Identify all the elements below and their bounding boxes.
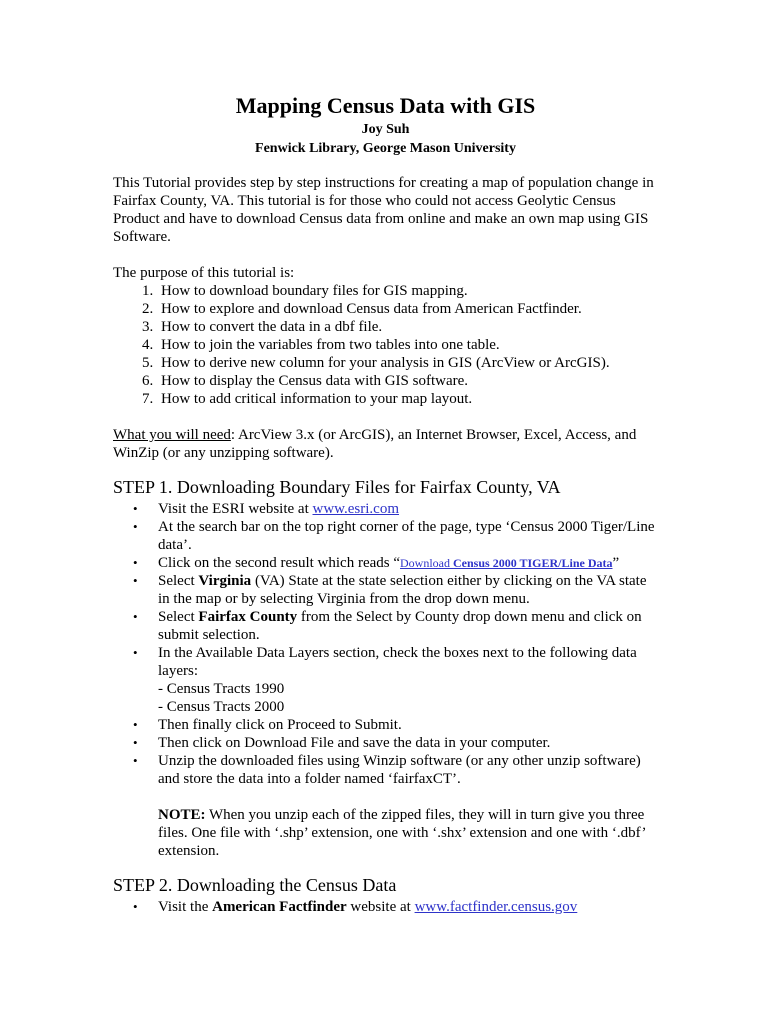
requirements-paragraph (113, 426, 658, 462)
purpose-item: 5. How to derive new column for your analysis in GIS (ArcView or ArcGIS). (157, 354, 658, 372)
requirements-text: : ArcView 3.x (or ArcGIS), an Internet Browser, Excel, Access, and WinZip (or any unzipping software). (113, 427, 637, 461)
bullet-icon: • (133, 717, 138, 732)
step2-list (113, 898, 658, 916)
bullet-icon: • (133, 573, 138, 588)
tiger-download-link[interactable] (400, 556, 612, 570)
step1-item-county (133, 608, 658, 644)
step1-item-search (133, 518, 658, 554)
purpose-item: 7. How to add critical information to your map layout. (157, 390, 658, 408)
search-instruction: At the search bar on the top right corner of the page, type ‘Census 2000 Tiger/Line data’. (158, 519, 655, 553)
step1-item-click (133, 554, 658, 572)
download-link-plain: Download (400, 556, 454, 570)
state-instruction: (VA) State at the state selection either by clicking on the VA state in the map or by selecting Virginia from the drop down menu. (158, 573, 647, 607)
purpose-list (113, 282, 658, 408)
note-paragraph (158, 806, 658, 860)
layer-item: - Census Tracts 1990 (158, 681, 285, 697)
layer-item: - Census Tracts 2000 (158, 699, 285, 715)
click-prefix: Click on the second result which reads “ (158, 555, 401, 571)
download-link-bold: Census 2000 TIGER/Line Data (453, 556, 613, 570)
download-instruction: Then click on Download File and save the data in your computer. (158, 735, 551, 751)
bullet-icon: • (133, 609, 138, 624)
click-suffix: ” (612, 555, 620, 571)
purpose-heading: The purpose of this tutorial is: (113, 265, 295, 281)
step1-item-state (133, 572, 658, 608)
purpose-item: 1. How to download boundary files for GIS mapping. (157, 282, 658, 300)
step1-item-layers (133, 644, 658, 716)
visit-prefix: Visit the (158, 899, 213, 915)
visit-prefix: Visit the ESRI website at (158, 501, 313, 517)
select-prefix: Select (158, 609, 199, 625)
note-text: When you unzip each of the zipped files, they will in turn give you three files. One file with ‘.shp’ extension, one with ‘.shx’ extension and one with ‘.dbf’ extension. (158, 807, 646, 859)
step2-heading: STEP 2. Downloading the Census Data (113, 875, 397, 895)
unzip-instruction: Unzip the downloaded files using Winzip software (or any other unzip software) and store the data into a folder named ‘fairfaxCT’. (158, 753, 641, 787)
visit-mid: website at (346, 899, 415, 915)
intro-paragraph: This Tutorial provides step by step instructions for creating a map of population change in Fairfax County, VA. This tutorial is for those who could not access Geolytic Census Product and have to download Census data from online and make an own map using GIS Software. (113, 175, 654, 245)
proceed-instruction: Then finally click on Proceed to Submit. (158, 717, 402, 733)
step1-list (113, 500, 658, 860)
esri-link[interactable]: www.esri.com (312, 501, 400, 517)
select-prefix: Select (158, 573, 199, 589)
step1-heading: STEP 1. Downloading Boundary Files for Fairfax County, VA (113, 477, 561, 497)
layers-instruction: In the Available Data Layers section, check the boxes next to the following data layers: (158, 645, 637, 679)
step2-item-visit (133, 898, 658, 916)
step1-item-download (133, 734, 658, 752)
step1-item-unzip (133, 752, 658, 860)
purpose-item: 2. How to explore and download Census data from American Factfinder. (157, 300, 658, 318)
county-instruction: from the Select by County drop down menu and click on submit selection. (158, 609, 642, 643)
factfinder-name: American Factfinder (212, 899, 347, 915)
county-name: Fairfax County (198, 609, 298, 625)
bullet-icon: • (133, 555, 138, 570)
bullet-icon: • (133, 519, 138, 534)
bullet-icon: • (133, 645, 138, 660)
step1-item-visit (133, 500, 658, 518)
bullet-icon: • (133, 501, 138, 516)
bullet-icon: • (133, 899, 138, 914)
bullet-icon: • (133, 735, 138, 750)
author-affiliation: Fenwick Library, George Mason University (255, 141, 516, 156)
note-label: NOTE: (158, 807, 206, 823)
purpose-item: 6. How to display the Census data with GIS software. (157, 372, 658, 390)
factfinder-link[interactable]: www.factfinder.census.gov (414, 899, 578, 915)
purpose-item: 4. How to join the variables from two tables into one table. (157, 336, 658, 354)
bullet-icon: • (133, 753, 138, 768)
document-title: Mapping Census Data with GIS (235, 93, 536, 118)
requirements-label: What you will need (113, 427, 231, 443)
step1-item-proceed (133, 716, 658, 734)
author-name: Joy Suh (361, 122, 410, 137)
purpose-item: 3. How to convert the data in a dbf file. (157, 318, 658, 336)
state-name: Virginia (198, 573, 252, 589)
